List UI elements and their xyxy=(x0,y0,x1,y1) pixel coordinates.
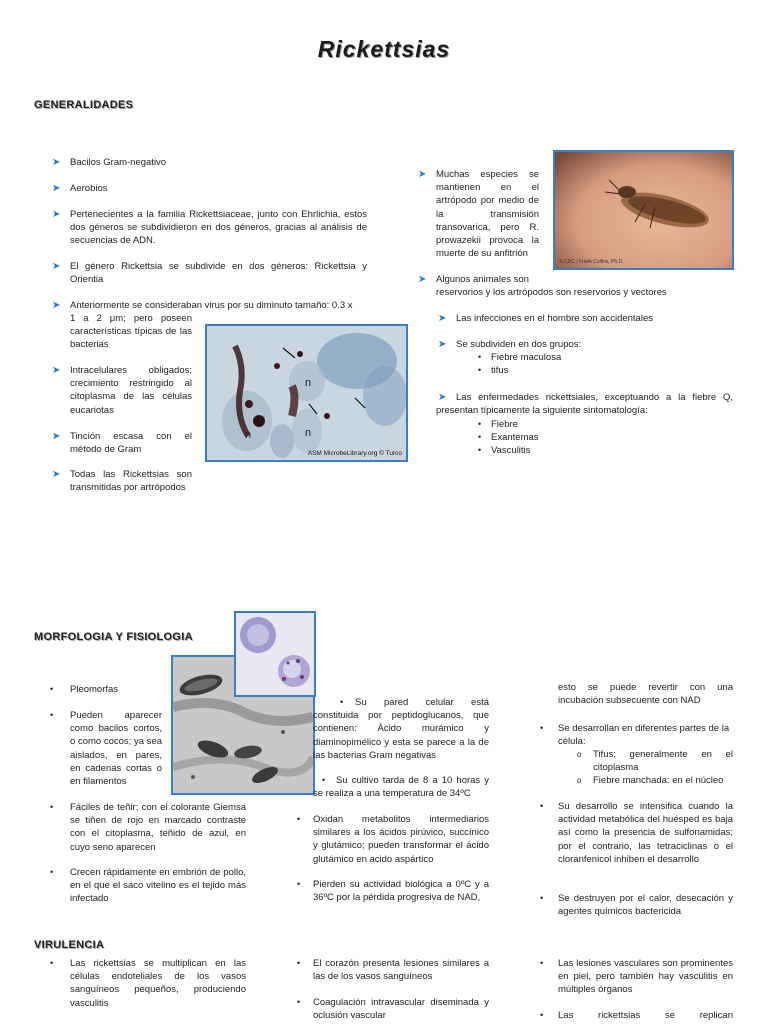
micrograph-image xyxy=(205,324,408,462)
list-item-continued: 1 a 2 μm; pero poseen características típicas de las bacterias xyxy=(70,313,192,351)
dot-bullet-icon: • xyxy=(50,867,54,877)
stained-cell-illustration xyxy=(236,613,314,695)
tick-photo xyxy=(553,150,734,270)
dot-bullet-icon: • xyxy=(478,352,482,362)
list-item: Las rickettsias se replican xyxy=(558,1010,733,1021)
arrow-bullet-icon: ➤ xyxy=(418,274,427,285)
sub-list-item: Fiebre manchada: en el núcleo xyxy=(593,775,724,786)
dot-bullet-icon: • xyxy=(540,1010,544,1020)
dot-bullet-icon: • xyxy=(340,697,344,707)
sub-list-item: Vasculitis xyxy=(491,445,531,456)
dot-bullet-icon: • xyxy=(540,893,544,903)
list-item: El corazón presenta lesiones similares a las de los vasos sanguíneos xyxy=(313,958,489,983)
dot-bullet-icon: • xyxy=(540,801,544,811)
list-item: Se desarrollan en diferentes partes de la célula: xyxy=(558,723,730,748)
list-item: Algunos animales son xyxy=(436,274,529,285)
arrow-bullet-icon: ➤ xyxy=(52,209,61,220)
circle-bullet-icon: o xyxy=(577,776,582,785)
circle-bullet-icon: o xyxy=(577,750,582,759)
stained-cell-image xyxy=(234,611,316,697)
micro-label: n xyxy=(245,429,252,441)
arrow-bullet-icon: ➤ xyxy=(52,157,61,168)
dot-bullet-icon: • xyxy=(478,432,482,442)
page-title: Rickettsias xyxy=(317,36,451,62)
list-item: Pleomorfas xyxy=(70,684,119,695)
list-item: Pueden aparecer como bacilos cortos, o como cocos; ya sea aislados, en pares, en cadenas cortas o en filamentos xyxy=(70,710,162,788)
list-item: Las lesiones vasculares son prominentes en piel, pero también hay vasculitis en múltiples órganos xyxy=(558,958,733,996)
dot-bullet-icon: • xyxy=(297,958,301,968)
micro-label: n xyxy=(305,427,312,439)
list-item-continued: esto se puede revertir con una incubación subsecuente con NAD xyxy=(558,682,733,707)
arrow-bullet-icon: ➤ xyxy=(52,261,61,272)
arrow-bullet-icon: ➤ xyxy=(52,183,61,194)
tick-photo-credit: © CDC / Frank Collins, Ph.D. xyxy=(559,259,624,265)
arrow-bullet-icon: ➤ xyxy=(418,169,427,180)
dot-bullet-icon: • xyxy=(297,997,301,1007)
list-item: Su cultivo tarda de 8 a 10 horas y se realiza a una temperatura de 34ºC xyxy=(313,775,489,800)
arrow-bullet-icon: ➤ xyxy=(52,365,61,376)
dot-bullet-icon: • xyxy=(478,365,482,375)
list-item: Oxidan metabolitos intermediarios similares a los ácidos pirúvico, succínico y glutámico; pueden transformar el ácido glutámico en acido aspártico xyxy=(313,814,489,865)
micro-label: n xyxy=(305,377,312,389)
dot-bullet-icon: • xyxy=(478,445,482,455)
list-item: Se subdividen en dos grupos: xyxy=(456,339,582,350)
micrograph-credit: ASM MicrobeLibrary.org © Turco xyxy=(307,450,402,457)
dot-bullet-icon: • xyxy=(50,958,54,968)
dot-bullet-icon: • xyxy=(478,419,482,429)
dot-bullet-icon: • xyxy=(297,879,301,889)
arrow-bullet-icon: ➤ xyxy=(438,313,447,324)
list-item: Su desarrollo se intensifica cuando la actividad metabólica del huésped es baja así como la presencia de sulfonamidas; por el contrario, las tetraciclinas o el cloranfenicol inhiben el desarrollo xyxy=(558,801,733,865)
dot-bullet-icon: • xyxy=(50,710,54,720)
section-heading-virulencia: VIRULENCIA xyxy=(34,939,105,951)
list-item: Las infecciones en el hombre son accidentales xyxy=(456,313,653,324)
list-item-continued: reservorios y los artrópodos son reservorios y vectores xyxy=(436,287,667,298)
list-item: Fáciles de teñir; con el colorante Giemsa se tiñen de rojo en marcado contraste con el citoplasma, teñido de azul, en cuyo seno aparecen xyxy=(70,802,246,853)
list-item: Pierden su actividad biológica a 0ºC y a 36ºC por la pérdida progresiva de NAD, xyxy=(313,879,489,904)
list-item: Aerobios xyxy=(70,183,108,194)
list-item: Anteriormente se consideraban virus por su diminuto tamaño: 0.3 x xyxy=(70,300,353,311)
list-item: Intracelulares obligados; crecimiento restringido al citoplasma de las células eucariotas xyxy=(70,365,192,416)
arrow-bullet-icon: ➤ xyxy=(52,431,61,442)
sub-list-item: Fiebre maculosa xyxy=(491,352,562,363)
list-item: Las rickettsias se multiplican en las células endoteliales de los vasos sanguíneos pequeños, produciendo vasculitis xyxy=(70,958,246,1009)
list-item: Tinción escasa con el método de Gram xyxy=(70,431,192,456)
arrow-bullet-icon: ➤ xyxy=(52,469,61,480)
list-item: El género Rickettsia se subdivide en dos géneros: Rickettsia y Orientia xyxy=(70,261,367,286)
dot-bullet-icon: • xyxy=(50,802,54,812)
list-item: Crecen rápidamente en embrión de pollo, en el que el saco vitelino es el tejido más infectado xyxy=(70,867,246,905)
list-item: Muchas especies se mantienen en el artrópodo por medio de la transmisión transovarica, pero R. prowazekii provoca la muerte de su anfitrión xyxy=(436,169,539,260)
list-item: Pertenecientes a la familia Rickettsiaceae, junto con Ehrlichia, estos dos géneros se subdividieron en dos géneros, gracias al análisis de secuencias de ADN. xyxy=(70,209,367,247)
sub-list-item: Exantemas xyxy=(491,432,539,443)
arrow-bullet-icon: ➤ xyxy=(438,392,447,403)
sub-list-item: tifus xyxy=(491,365,509,376)
list-item: Todas las Rickettsias son transmitidas por artrópodos xyxy=(70,469,192,494)
dot-bullet-icon: • xyxy=(297,814,301,824)
arrow-bullet-icon: ➤ xyxy=(52,300,61,311)
section-heading-morfologia: MORFOLOGIA Y FISIOLOGIA xyxy=(34,631,193,643)
dot-bullet-icon: • xyxy=(540,723,544,733)
list-item: Se destruyen por el calor, desecación y agentes químicos bactericida xyxy=(558,893,733,918)
dot-bullet-icon: • xyxy=(322,775,326,785)
dot-bullet-icon: • xyxy=(540,958,544,968)
arrow-bullet-icon: ➤ xyxy=(438,339,447,350)
list-item: Su pared celular está constituida por peptidoglucanos, que contienen: Ácido murámico y diaminopimélico y esta se parece a la de las bacterias Gram negativas xyxy=(313,697,489,761)
list-item: Las enfermedades rickettsiales, exceptuando a la fiebre Q, presentan típicamente la siguiente sintomatología: xyxy=(436,392,733,417)
tick-illustration xyxy=(555,152,732,268)
list-item: Bacilos Gram-negativo xyxy=(70,157,167,168)
section-heading-generalidades: GENERALIDADES xyxy=(34,99,134,111)
list-item: Coagulación intravascular diseminada y oclusión vascular xyxy=(313,997,489,1022)
micrograph-illustration xyxy=(207,326,406,460)
sub-list-item: Tifus: generalmente en el citoplasma xyxy=(593,749,733,774)
dot-bullet-icon: • xyxy=(50,684,54,694)
sub-list-item: Fiebre xyxy=(491,419,518,430)
